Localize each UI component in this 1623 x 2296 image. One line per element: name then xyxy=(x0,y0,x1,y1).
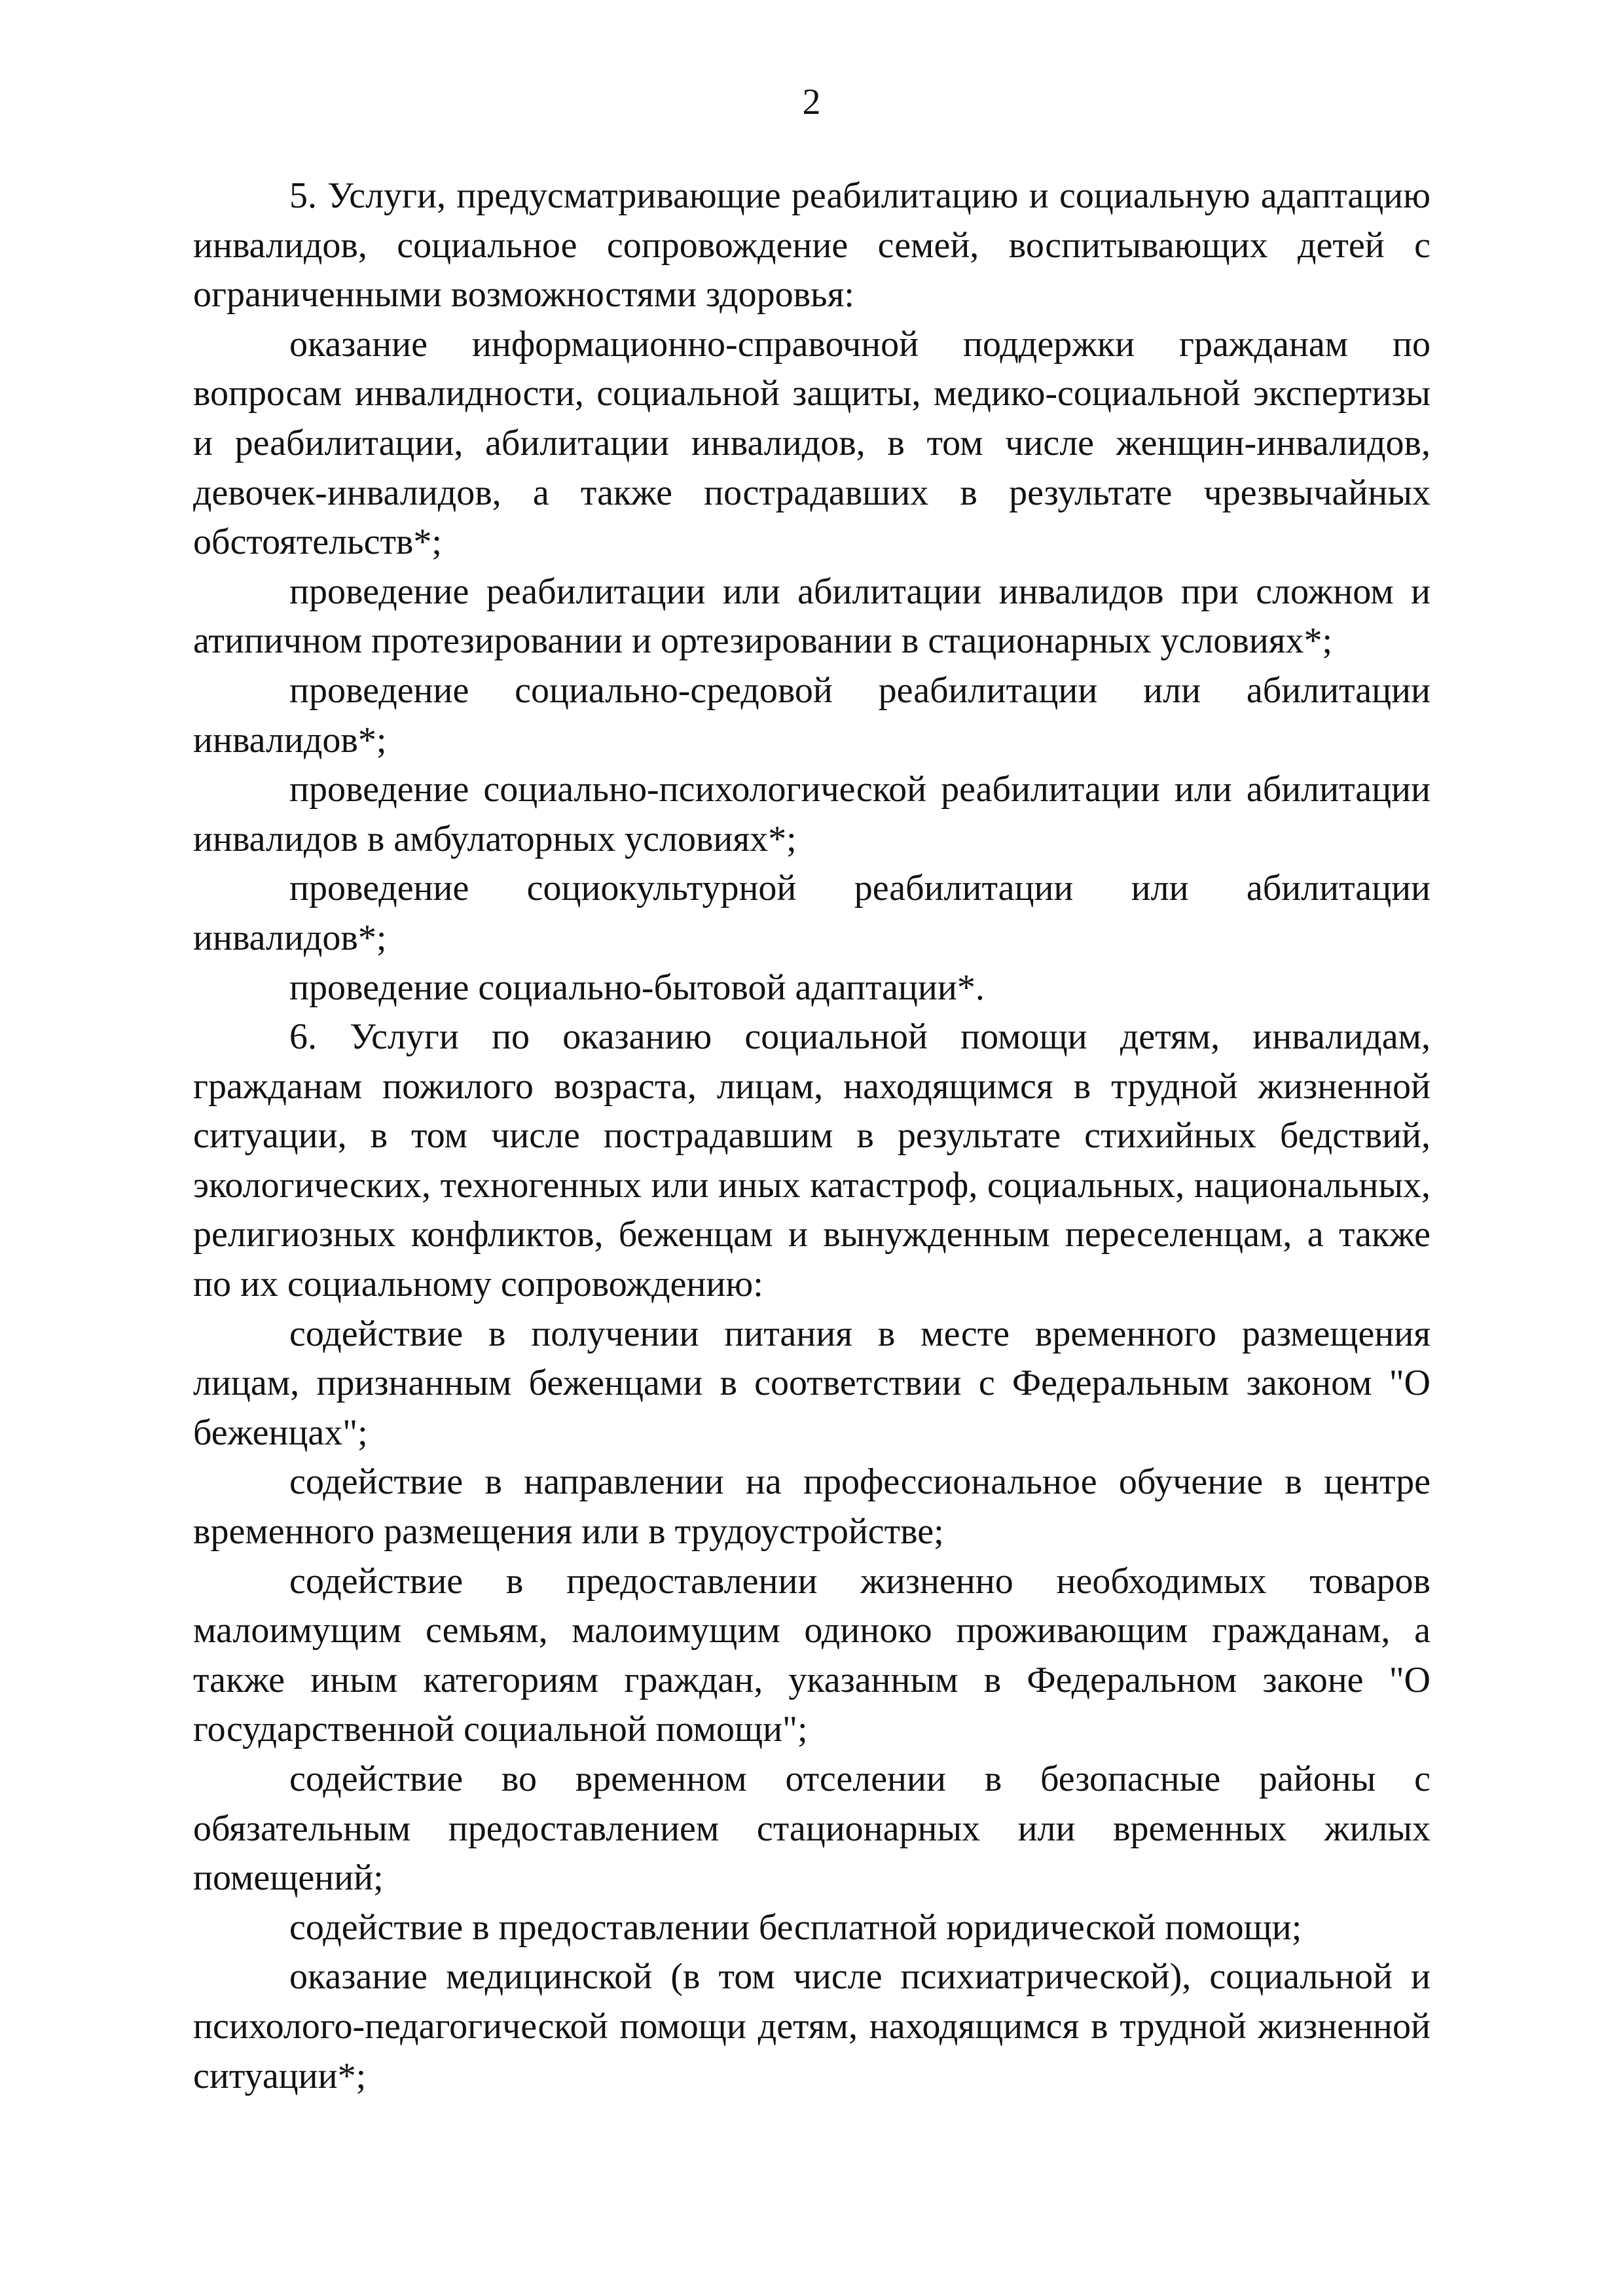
document-body xyxy=(193,171,1431,2101)
paragraph-sociocultural-rehabilitation: проведение социокультурной реабилитации или абилитации инвалидов*; xyxy=(193,868,1431,958)
paragraph-essential-goods: содействие в предоставлении жизненно необходимых товаров малоимущим семьям, малоимущим одиноко проживающим гражданам, а также иным категориям граждан, указанным в Федеральном законе "О государственной социальной помощи"; xyxy=(193,1560,1431,1750)
paragraph-medical-assistance-children: оказание медицинской (в том числе психиатрической), социальной и психолого-педагогической помощи детям, находящимся в трудной жизненной ситуации*; xyxy=(193,1956,1431,2096)
paragraph-section-6-heading: 6. Услуги по оказанию социальной помощи детям, инвалидам, гражданам пожилого возраста, лицам, находящимся в трудной жизненной ситуации, в том числе пострадавшим в результате стихийных бедствий, экологических, техногенных или иных катастроф, социальных, национальных, религиозных конфликтов, беженцам и вынужденным переселенцам, а также по их социальному сопровождению: xyxy=(193,1016,1431,1305)
paragraph-social-environment-rehabilitation: проведение социально-средовой реабилитации или абилитации инвалидов*; xyxy=(193,670,1431,761)
paragraph-info-support: оказание информационно-справочной поддержки гражданам по вопросам инвалидности, социальной защиты, медико-социальной экспертизы и реабилитации, абилитации инвалидов, в том числе женщин-инвалидов, девочек-инвалидов, а также пострадавших в результате чрезвычайных обстоятельств*; xyxy=(193,323,1431,563)
paragraph-section-5-heading: 5. Услуги, предусматривающие реабилитацию и социальную адаптацию инвалидов, социальное сопровождение семей, воспитывающих детей с ограниченными возможностями здоровья: xyxy=(193,175,1431,315)
paragraph-psychological-rehabilitation: проведение социально-психологической реабилитации или абилитации инвалидов в амбулаторных условиях*; xyxy=(193,769,1431,859)
paragraph-prosthetics-rehabilitation: проведение реабилитации или абилитации инвалидов при сложном и атипичном протезировании и ортезировании в стационарных условиях*; xyxy=(193,571,1431,662)
paragraph-legal-aid: содействие в предоставлении бесплатной юридической помощи; xyxy=(289,1907,1302,1948)
paragraph-training-employment: содействие в направлении на профессиональное обучение в центре временного размещения или в трудоустройстве; xyxy=(193,1462,1431,1552)
page-number: 2 xyxy=(802,82,821,122)
paragraph-temporary-relocation: содействие во временном отселении в безопасные районы с обязательным предоставлением стационарных или временных жилых помещений; xyxy=(193,1759,1431,1899)
paragraph-household-adaptation: проведение социально-бытовой адаптации*. xyxy=(289,967,985,1008)
paragraph-food-assistance: содействие в получении питания в месте временного размещения лицам, признанным беженцами в соответствии с Федеральным законом "О беженцах"; xyxy=(193,1313,1431,1453)
